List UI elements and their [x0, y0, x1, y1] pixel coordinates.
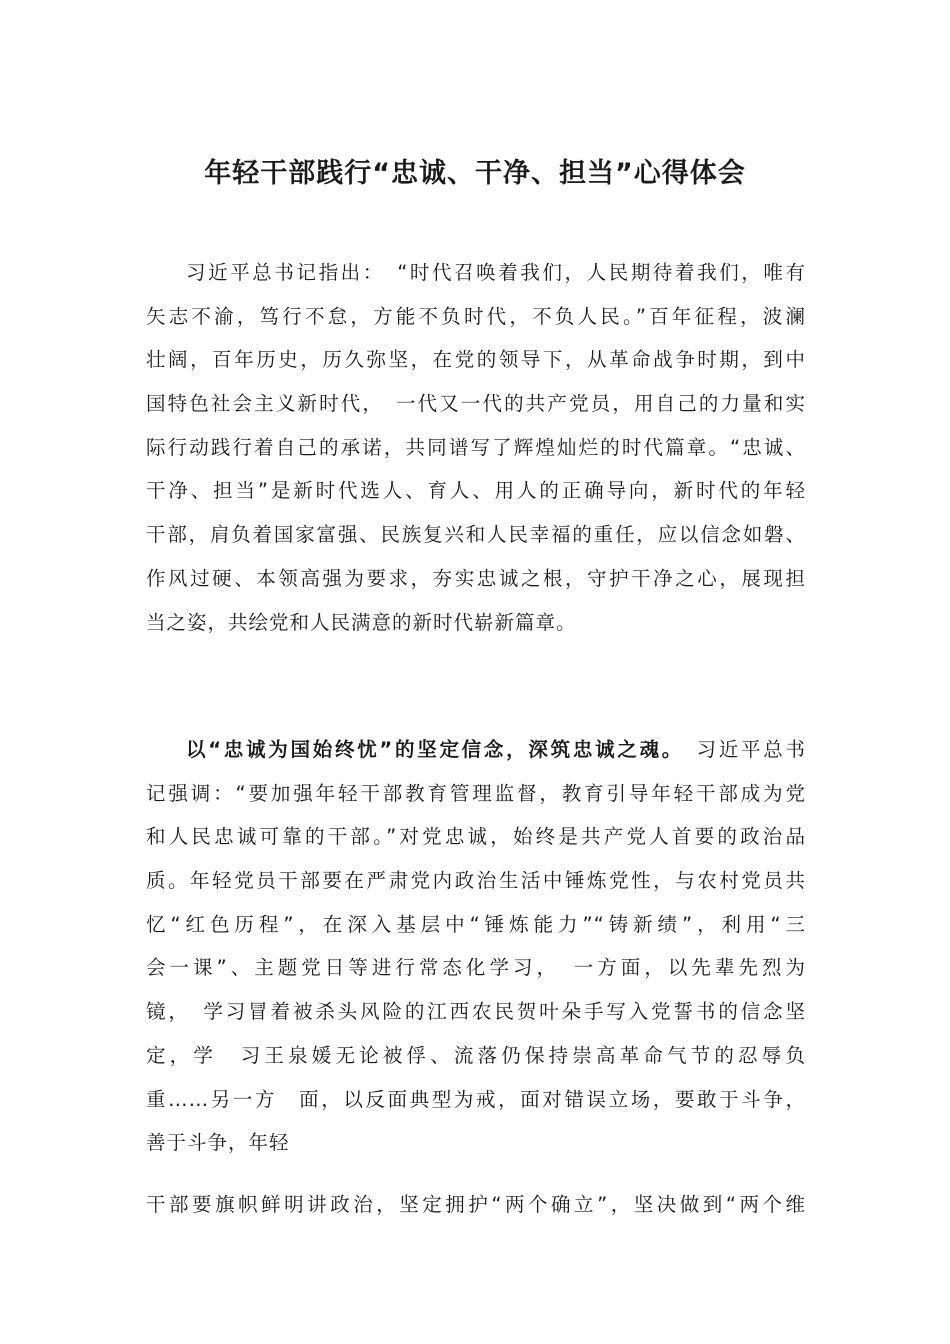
paragraph-line: 质。年轻党员干部要在严肃党内政治生活中锤炼党性，与农村党员共 [146, 869, 806, 893]
paragraph-line: 忆“红色历程”，在深入基层中“锤炼能力”“铸新绩”，利用“三 [146, 912, 806, 936]
paragraph-line: 定，学 习王泉媛无论被俘、流落仍保持崇高革命气节的忍辱负 [146, 1043, 806, 1067]
paragraph-line: 国特色社会主义新时代， 一代又一代的共产党员，用自己的力量和实 [146, 392, 806, 416]
paragraph-line: 干部要旗帜鲜明讲政治，坚定拥护“两个确立”，坚决做到“两个维 [146, 1193, 806, 1216]
paragraph-heading-rest: 习近平总书 [696, 738, 806, 761]
paragraph-line: 镜， 学习冒着被杀头风险的江西农民贺叶朵手写入党誓书的信念坚 [146, 1000, 806, 1024]
paragraph-line: 当之姿，共绘党和人民满意的新时代崭新篇章。 [146, 610, 577, 634]
paragraph-line: 重……另一方 面，以反面典型为戒，面对错误立场，要敢于斗争， [146, 1087, 806, 1111]
paragraph-line: 善于斗争，年轻 [146, 1131, 290, 1155]
document-title: 年轻干部践行“忠诚、干净、担当”心得体会 [204, 158, 746, 189]
paragraph-first-line [146, 735, 806, 779]
paragraph-line: 作风过硬、本领高强为要求，夯实忠诚之根，守护干净之心，展现担 [146, 566, 806, 590]
paragraph-line: 和人民忠诚可靠的干部。”对党忠诚，始终是共产党人首要的政治品 [146, 825, 806, 849]
paragraph-line: 际行动践行着自己的承诺，共同谱写了辉煌灿烂的时代篇章。“忠诚、 [146, 435, 806, 459]
paragraph-line: 习近平总书记指出： “时代召唤着我们，人民期待着我们，唯有 [186, 261, 806, 284]
paragraph-1 [146, 258, 806, 651]
paragraph-line: 矢志不渝，笃行不怠，方能不负时代，不负人民。”百年征程，波澜 [146, 304, 806, 328]
paragraph-line: 壮阔，百年历史，历久弥坚，在党的领导下，从革命战争时期，到中 [146, 348, 806, 372]
paragraph-line: 干净、担当”是新时代选人、育人、用人的正确导向，新时代的年轻 [146, 479, 806, 503]
paragraph-line: 干部，肩负着国家富强、民族复兴和人民幸福的重任，应以信念如磐、 [146, 523, 806, 547]
paragraph-heading: 以“忠诚为国始终忧”的坚定信念，深筑忠诚之魂。 [186, 738, 675, 761]
paragraph-2 [146, 735, 806, 1172]
paragraph-line: 会一课”、主题党日等进行常态化学习， 一方面，以先辈先烈为 [146, 956, 806, 980]
paragraph-3 [146, 1190, 806, 1234]
paragraph-line: 记强调：“要加强年轻干部教育管理监督，教育引导年轻干部成为党 [146, 781, 806, 805]
